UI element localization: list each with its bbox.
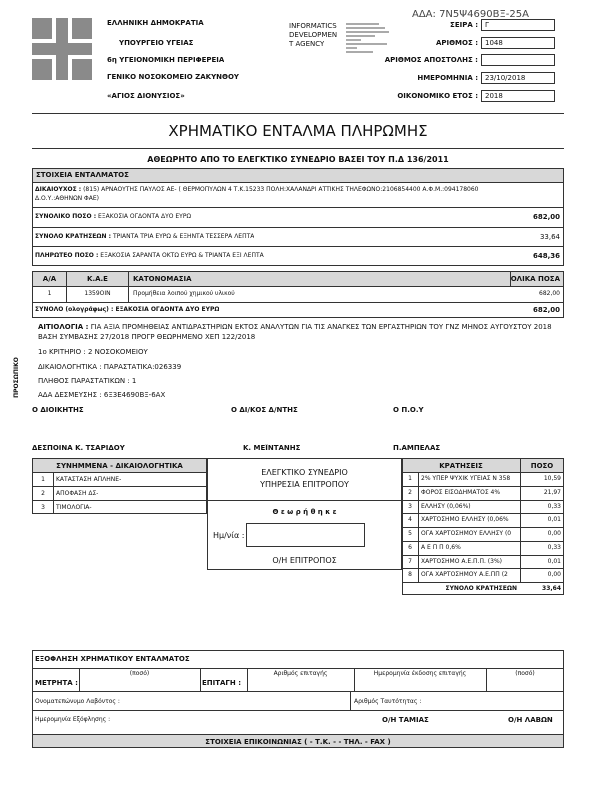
name-director: ΔΕΣΠΟΙΝΑ Κ. ΤΣΑΡΙΔΟΥ — [32, 444, 125, 452]
ministry-line: ΓΕΝΙΚΟ ΝΟΣΟΚΟΜΕΙΟ ΖΑΚΥΝΘΟΥ — [107, 73, 239, 81]
details-heading: ΣΤΟΙΧΕΙΑ ΕΝΤΑΛΜΑΤΟΣ — [33, 169, 563, 182]
total-words: ΕΞΑΚΟΣΙΑ ΟΓΔΟΝΤΑ ΔΥΟ ΕΥΡΩ — [98, 213, 192, 220]
court-line-2: ΥΠΗΡΕΣΙΑ ΕΠΙΤΡΟΠΟΥ — [260, 480, 349, 489]
deductions-row — [35, 233, 254, 240]
ministry-line: 6η ΥΓΕΙΟΝΟΜΙΚΗ ΠΕΡΙΦΕΡΕΙΑ — [107, 56, 225, 64]
docs-count: ΠΛΗΘΟΣ ΠΑΡΑΣΤΑΤΙΚΩΝ : 1 — [38, 377, 137, 385]
ministry-line: ΕΛΛΗΝΙΚΗ ΔΗΜΟΚΡΑΤΙΑ — [107, 19, 204, 27]
deduction-name: ΕΛΛΗΣΥ (0,06%) — [421, 502, 471, 510]
deductions-label: ΣΥΝΟΛΟ ΚΡΑΤΗΣΕΩΝ : — [35, 233, 112, 240]
deduction-num: 1 — [408, 475, 412, 482]
id-number-label: Αριθμός Ταυτότητας : — [354, 698, 422, 705]
court-date-label: Ημ/νία : — [213, 531, 245, 540]
payable-words: ΕΞΑΚΟΣΙΑ ΣΑΡΑΝΤΑ ΟΚΤΩ ΕΥΡΩ & ΤΡΙΑΝΤΑ ΕΞΙ ΛΕΠΤΑ — [100, 252, 264, 259]
viewed-stamp: Θ ε ω ρ ή θ η κ ε — [272, 508, 337, 516]
number-value: 1048 — [481, 37, 555, 49]
item-name: Προμήθεια λοιπού χημικού υλικού — [133, 290, 235, 297]
item-amount: 682,00 — [539, 290, 560, 297]
criterion: 1ο ΚΡΙΤΗΡΙΟ : 2 ΝΟΣΟΚΟΜΕΙΟΥ — [38, 348, 148, 356]
deduction-name: ΟΓΑ ΧΑΡΤΟΣΗΜΟΥ ΕΛΛΗΣΥ (0 — [421, 530, 512, 537]
attachment-title: ΑΠΟΦΑΣΗ ΔΣ- — [56, 490, 99, 497]
deduction-name: ΧΑΡΤΟΣΗΜΟ ΕΛΛΗΣΥ (0,06% — [421, 516, 509, 524]
creditor-line — [35, 186, 560, 193]
deduction-num: 7 — [408, 557, 412, 565]
attachment-num: 2 — [41, 490, 45, 497]
role-admin-director: Ο ΔΙ/ΚΟΣ Δ/ΝΤΗΣ — [231, 406, 298, 414]
court-officer: Ο/Η ΕΠΙΤΡΟΠΟΣ — [272, 556, 337, 565]
attachments-heading: ΣΥΝΗΜΜΕΝΑ - ΔΙΚΑΙΟΛΟΓΗΤΙΚΑ — [33, 459, 206, 472]
deductions-amount-header: ΠΟΣΟ — [530, 462, 554, 470]
deduction-amount: 10,59 — [543, 475, 561, 482]
deductions-total-label: ΣΥΝΟΛΟ ΚΡΑΤΗΣΕΩΝ — [445, 585, 517, 592]
items-header-aa: Α/Α — [42, 275, 57, 283]
check-amount-caption: (ποσό) — [515, 670, 535, 677]
number-label: ΑΡΙΘΜΟΣ : — [435, 39, 478, 47]
cashier-label: Ο/Η ΤΑΜΙΑΣ — [382, 716, 429, 724]
creditor-line-2: Δ.Ο.Υ.:ΑΘΗΝΩΝ ΦΑΕ) — [35, 195, 100, 202]
court-line-1: ΕΛΕΓΚΤΙΚΟ ΣΥΝΕΔΡΙΟ — [261, 468, 348, 477]
total-value: 682,00 — [532, 213, 560, 221]
ada-commitment: ΑΔΑ ΔΕΣΜΕΥΣΗΣ : 6Ξ3Ε4690ΒΞ-6ΑΧ — [38, 391, 166, 399]
items-sum-label: ΣΥΝΟΛΟ (ολογράφως) : ΕΞΑΚΟΣΙΑ ΟΓΔΟΝΤΑ ΔΥΟ ΕΥΡΩ — [35, 306, 220, 313]
item-aa: 1 — [47, 290, 52, 297]
payable-value: 648,36 — [532, 252, 560, 260]
agency-line: T AGENCY — [289, 40, 325, 48]
page-subtitle: ΑΘΕΩΡΗΤΟ ΑΠΟ ΤΟ ΕΛΕΓΚΤΙΚΟ ΣΥΝΕΔΡΙΟ ΒΑΣΕΙ ΤΟΥ Π.Δ 136/2011 — [147, 155, 449, 164]
deduction-num: 5 — [408, 530, 412, 537]
check-date-caption: Ημερομηνία έκδοσης επιταγής — [373, 670, 467, 677]
check-number-caption: Αριθμός επιταγής — [273, 670, 328, 677]
supporting-docs: ΔΙΚΑΙΟΛΟΓΗΤΙΚΑ : ΠΑΡΑΣΤΑΤΙΚΑ:026339 — [38, 363, 182, 371]
check-label: ΕΠΙΤΑΓΗ : — [202, 679, 241, 687]
payment-box — [32, 650, 564, 738]
deduction-num: 2 — [408, 488, 412, 496]
deduction-amount: 0,01 — [547, 516, 561, 524]
attachment-title: ΤΙΜΟΛΟΓΙΑ- — [56, 504, 92, 511]
deduction-num: 6 — [408, 543, 412, 551]
items-header-name: ΚΑΤΟΝΟΜΑΣΙΑ — [133, 275, 192, 283]
justification-line — [38, 323, 578, 331]
role-director: Ο ΔΙΟΙΚΗΤΗΣ — [32, 406, 84, 414]
cash-label: ΜΕΤΡΗΤΑ : — [35, 679, 78, 687]
deductions-value: 33,64 — [539, 233, 560, 241]
deduction-name: ΧΑΡΤΟΣΗΜΟ Α.Ε.Π.Π. (3%) — [421, 557, 502, 565]
page-title: ΧΡΗΜΑΤΙΚΟ ΕΝΤΑΛΜΑ ΠΛΗΡΩΜΗΣ — [168, 122, 428, 140]
name-financial-officer: Π.ΑΜΠΕΛΑΣ — [393, 444, 441, 452]
side-note: ΠΡΟΣΩΠΙΚΟ — [12, 357, 20, 398]
date-label: ΗΜΕΡΟΜΗΝΙΑ : — [417, 74, 478, 82]
payment-heading: ΕΞΟΦΛΗΣΗ ΧΡΗΜΑΤΙΚΟΥ ΕΝΤΑΛΜΑΤΟΣ — [35, 655, 190, 663]
deduction-name: ΟΓΑ ΧΑΡΤΟΣΗΜΟΥ Α.Ε.ΠΠ (2 — [421, 571, 508, 579]
deductions-words: ΤΡΙΑΝΤΑ ΤΡΙΑ ΕΥΡΩ & ΕΞΗΝΤΑ ΤΕΣΣΕΡΑ ΛΕΠΤΑ — [112, 233, 255, 240]
cash-amount-caption: (ποσό) — [129, 670, 150, 677]
items-header-amount: ΟΛΙΚΑ ΠΟΣΑ — [510, 275, 560, 283]
creditor-label: ΔΙΚΑΙΟΥΧΟΣ : — [35, 186, 82, 193]
deduction-name: Α Ε Π Π 0,6% — [421, 543, 461, 551]
deduction-num: 4 — [408, 516, 412, 524]
items-header-kae: Κ.Α.Ε — [87, 275, 108, 283]
name-admin-director: Κ. ΜΕΪΝΤΑΝΗΣ — [243, 444, 301, 452]
fiscal-year-value: 2018 — [481, 90, 555, 102]
receiver-label: Ο/Η ΛΑΒΩΝ — [508, 716, 553, 724]
role-financial-officer: Ο Π.Ο.Υ — [393, 406, 424, 414]
creditor-text: (815) ΑΡΝΑΟΥΤΗΣ ΠΑΥΛΟΣ ΑΕ- ( ΘΕΡΜΟΠΥΛΩΝ 4 Τ.Κ.15233 ΠΟΛΗ:ΧΑΛΑΝΔΡΙ ΑΤΤΙΚΗΣ ΤΗΛΕΦΩΝΟ:2106854400 Α.Φ.Μ.:094178060 — [83, 186, 479, 193]
deduction-name: ΦΟΡΟΣ ΕΙΣΟΔΗΜΑΤΟΣ 4% — [421, 488, 501, 496]
deduction-amount: 0,01 — [547, 557, 561, 565]
payable-label: ΠΛΗΡΩΤΕΟ ΠΟΣΟ : — [35, 252, 99, 259]
deduction-amount: 0,33 — [547, 502, 561, 510]
payable-row — [35, 252, 264, 259]
deduction-num: 8 — [408, 571, 412, 579]
item-kae: 1359ΟΙΝ — [84, 290, 111, 297]
attachment-title: ΚΑΤΑΣΤΑΣΗ ΑΠΛΗΝΕ- — [56, 476, 122, 483]
justification-label: ΑΙΤΙΟΛΟΓΙΑ : — [38, 323, 89, 331]
deduction-name: 2% ΥΠΕΡ ΨΥΧΙΚ ΥΓΕΙΑΣ Ν 358 — [421, 475, 511, 482]
agency-line: INFORMATICS — [289, 22, 337, 30]
date-value: 23/10/2018 — [481, 72, 555, 84]
ada-number: ΑΔΑ: 7Ν5Ψ4690ΒΞ-25Α — [412, 9, 529, 20]
attachment-num: 3 — [41, 504, 45, 511]
ministry-line: «ΑΓΙΟΣ ΔΙΟΝΥΣΙΟΣ» — [107, 92, 185, 100]
cross-logo-icon — [32, 18, 92, 80]
deduction-amount: 0,00 — [547, 571, 561, 579]
contact-footer: ΣΤΟΙΧΕΙΑ ΕΠΙΚΟΙΝΩΝΙΑΣ ( - Τ.Κ. - - ΤΗΛ. - FAX ) — [32, 734, 564, 748]
total-amount-row — [35, 213, 191, 220]
total-label: ΣΥΝΟΛΙΚΟ ΠΟΣΟ : — [35, 213, 97, 220]
deductions-header: ΚΡΑΤΗΣΕΙΣ — [439, 462, 483, 470]
payment-date-label: Ημερομηνία Εξόφλησης : — [35, 716, 111, 723]
attachment-num: 1 — [41, 476, 45, 483]
dispatch-number-label: ΑΡΙΘΜΟΣ ΑΠΟΣΤΟΛΗΣ : — [384, 56, 478, 64]
ministry-line: ΥΠΟΥΡΓΕΙΟ ΥΓΕΙΑΣ — [119, 39, 194, 47]
series-label: ΣΕΙΡΑ : — [450, 21, 478, 29]
deductions-total-value: 33,64 — [542, 585, 561, 592]
court-date-field[interactable] — [246, 523, 365, 547]
recipient-name-label: Ονοματεπώνυμο Λαβόντος : — [35, 698, 120, 705]
justification-text: ΓΙΑ ΑΞΙΑ ΠΡΟΜΗΘΕΙΑΣ ΑΝΤΙΔΡΑΣΤΗΡΙΩΝ ΕΚΤΟΣ ΑΝΑΛΥΤΩΝ ΓΙΑ ΤΙΣ ΑΝΑΓΚΕΣ ΤΩΝ ΕΡΓΑΣΤΗΡΙΩΝ ΤΟΥ ΓΝΖ ΜΗΝΟΣ ΑΥΓΟΥΣΤΟΥ 2018 — [90, 323, 552, 331]
justification-line-2: ΒΑΣΗ ΣΥΜΒΑΣΗΣ 27/2018 ΠΡΟΓΡ ΘΕΩΡΗΜΕΝΟ ΧΕΠ 122/2018 — [38, 333, 256, 341]
deduction-amount: 21,97 — [543, 488, 561, 496]
deduction-num: 3 — [408, 502, 412, 510]
agency-line: DEVELOPMEN — [289, 31, 338, 39]
series-value: Γ — [481, 19, 555, 31]
deduction-amount: 0,00 — [547, 530, 561, 537]
dispatch-number-value — [481, 54, 555, 66]
deduction-amount: 0,33 — [547, 543, 561, 551]
fiscal-year-label: ΟΙΚΟΝΟΜΙΚΟ ΕΤΟΣ : — [397, 92, 478, 100]
items-sum-value: 682,00 — [532, 306, 560, 314]
